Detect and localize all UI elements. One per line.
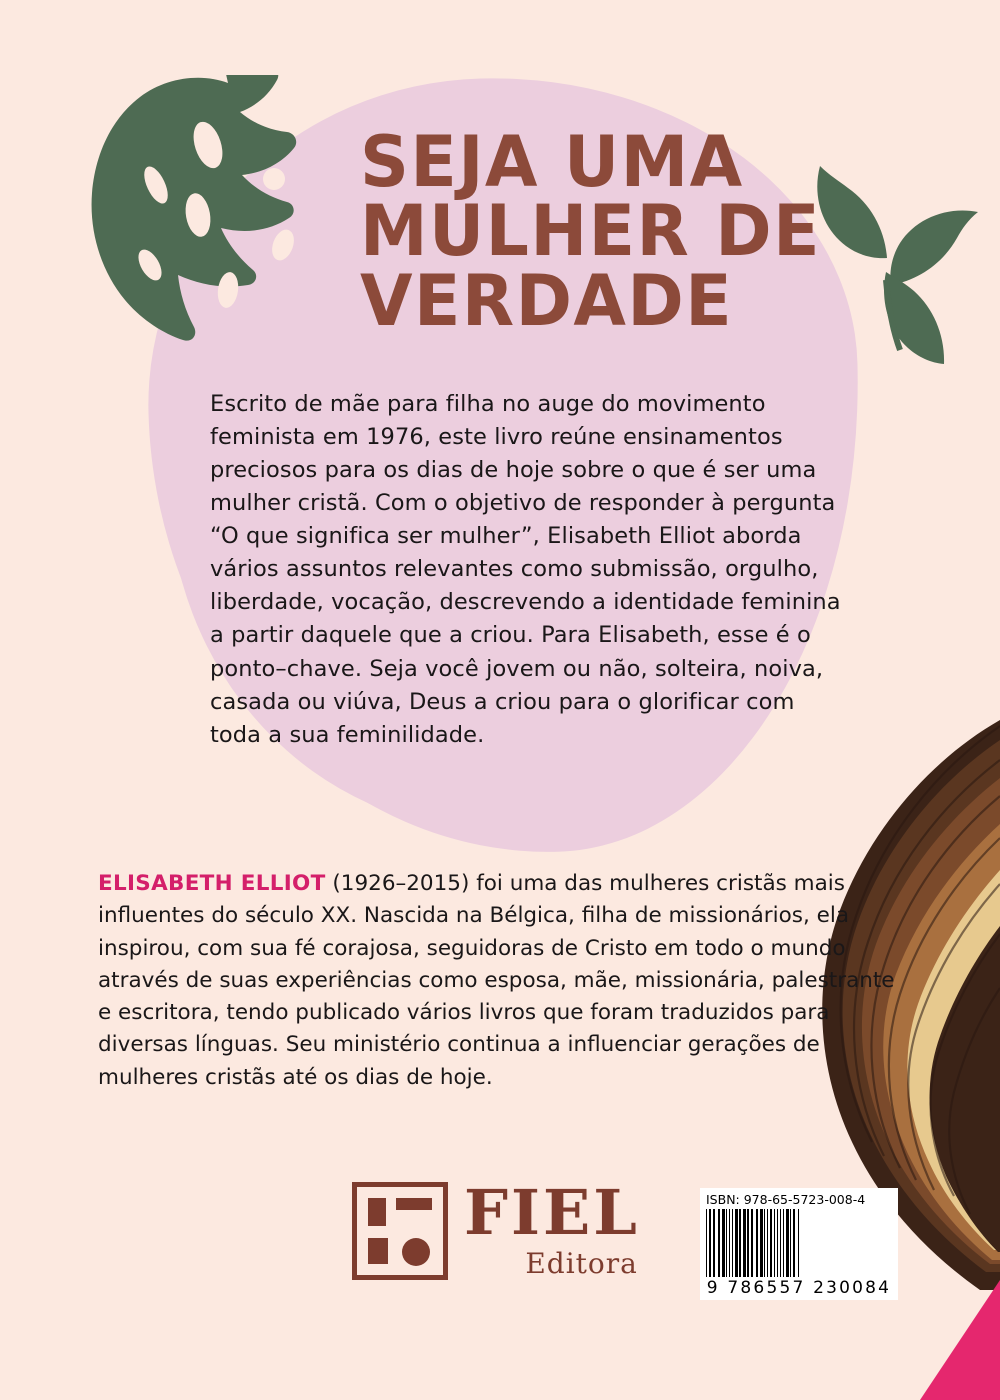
publisher-subtitle: Editora — [525, 1247, 638, 1280]
isbn-label: ISBN: 978-65-5723-008-4 — [706, 1192, 866, 1207]
title-line-1: SEJA UMA — [360, 121, 744, 203]
author-name: ELISABETH ELLIOT — [98, 871, 326, 896]
fiel-logo-icon — [352, 1182, 448, 1280]
publisher-name: FIEL — [464, 1176, 640, 1249]
synopsis-paragraph: Escrito de mãe para filha no auge do movimento feminista em 1976, este livro reúne ensinamentos preciosos para os dias de hoje sobre o que é ser uma mulher cristã. Com o objetivo de responder à pergunta “O que significa ser mulher”, Elisabeth Elliot aborda vários assuntos relevantes como submissão, orgulho, liberdade, vocação, descrevendo a identidade feminina a partir daquele que a criou. Para Elisabeth, esse é o ponto–chave. Seja você jovem ou não, solteira, noiva, casada ou viúva, Deus a criou para o glorificar com toda a sua feminilidade. — [210, 391, 841, 748]
publisher-logo — [352, 1176, 640, 1280]
author-bio-paragraph — [98, 868, 913, 1094]
barcode — [700, 1188, 898, 1300]
author-bio-text: (1926–2015) foi uma das mulheres cristãs mais influentes do século XX. Nascida na Bélgica, filha de missionários, ela inspirou, com sua fé corajosa, seguidoras de Cristo em todo o mundo através de suas experiências como esposa, mãe, missionária, palestrante e escritora, tendo publicado vários livros que foram traduzidos para diversas línguas. Seu ministério continua a influenciar gerações de mulheres cristãs até os dias de hoje. — [98, 871, 895, 1090]
barcode-digits: 9 786557 230084 — [706, 1278, 892, 1298]
barcode-bars — [706, 1209, 892, 1277]
monstera-leaf-icon — [78, 75, 358, 365]
title-line-2: MULHER DE — [360, 190, 821, 273]
author-bio — [98, 868, 913, 1094]
book-title — [360, 121, 960, 342]
title-line-3: VERDADE — [360, 259, 734, 342]
synopsis-text — [210, 388, 850, 752]
